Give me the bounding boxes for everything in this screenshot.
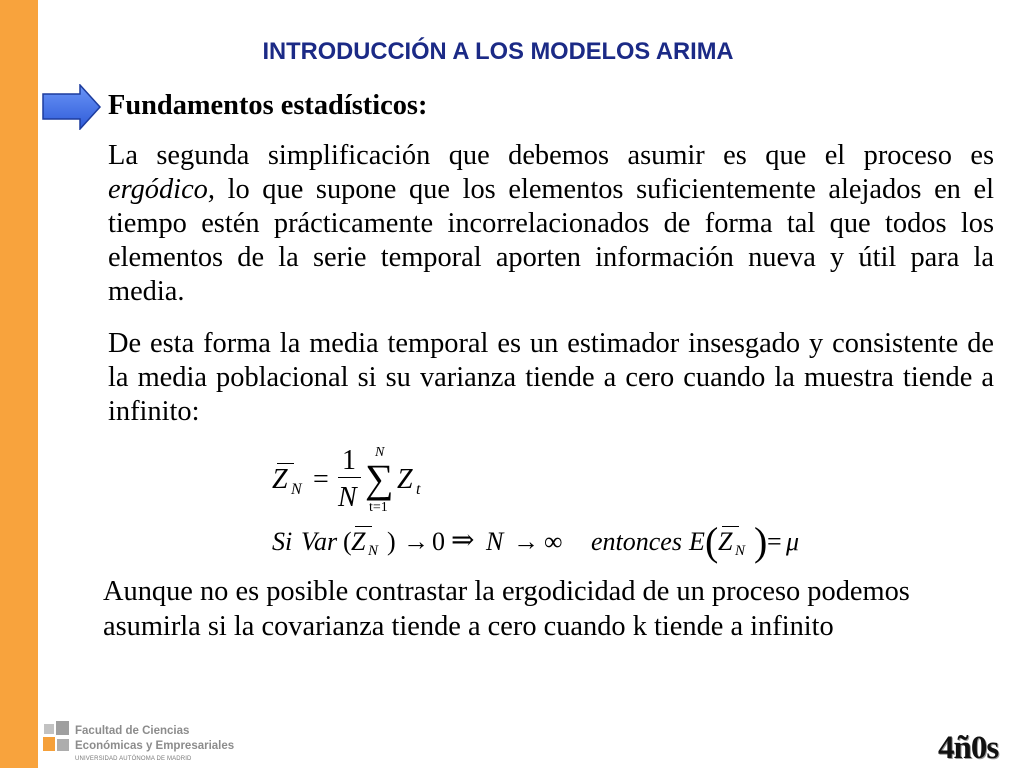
faculty-name-line2: Económicas y Empresariales bbox=[75, 740, 235, 752]
paragraph-line-text: De esta forma la media temporal es un estimador insesgado y consistente de bbox=[108, 328, 994, 359]
formula-subscript: N bbox=[291, 481, 302, 498]
paragraph-line-text: asumirla si la covarianza tiende a cero cuando k tiende a infinito bbox=[103, 611, 834, 642]
emphasis-text: ergódico, bbox=[108, 174, 215, 205]
paragraph-line bbox=[108, 207, 994, 241]
paragraph-line bbox=[108, 395, 994, 429]
sum-lower-limit: t=1 bbox=[369, 500, 388, 515]
paragraph-line-text: Aunque no es posible contrastar la ergodicidad de un proceso podemos bbox=[103, 576, 910, 607]
formula-subscript: t bbox=[416, 481, 421, 498]
overbar bbox=[277, 463, 294, 464]
paragraph-line bbox=[108, 327, 994, 361]
formula-paren: ( bbox=[705, 519, 719, 564]
formula-word: Si bbox=[272, 527, 293, 556]
paragraph-line-text: lo que supone que los elementos suficientemente alejados en el bbox=[227, 174, 994, 205]
sidebar-accent-bar bbox=[0, 0, 38, 768]
formula-variable: Z bbox=[718, 527, 733, 556]
fraction-bar bbox=[338, 477, 361, 478]
paragraph-temporal-mean bbox=[108, 327, 994, 429]
formula-paren: ) bbox=[754, 519, 768, 564]
paragraph-covariance bbox=[103, 574, 1003, 644]
formula-implies: ⇒ bbox=[451, 525, 475, 556]
paragraph-line bbox=[108, 241, 994, 275]
paragraph-line-text: infinito: bbox=[108, 396, 200, 427]
paragraph-line bbox=[108, 173, 994, 207]
formula-number: 0 bbox=[432, 527, 445, 556]
formula-word: entonces bbox=[591, 527, 682, 556]
formula-operator-var: Var bbox=[301, 527, 338, 556]
paragraph-line bbox=[108, 139, 994, 173]
university-name: UNIVERSIDAD AUTÓNOMA DE MADRID bbox=[75, 756, 192, 762]
fraction-numerator: 1 bbox=[342, 445, 356, 476]
paragraph-line-text: elementos de la serie temporal aporten información nueva y útil para la bbox=[108, 242, 994, 273]
paragraph-line bbox=[108, 361, 994, 395]
formula-mu: μ bbox=[786, 527, 800, 556]
formula-arrow: → bbox=[513, 527, 539, 556]
formula-arrow: → bbox=[403, 527, 429, 556]
corner-mark: 4ñ0s bbox=[938, 730, 999, 766]
summation-symbol: ∑ bbox=[365, 456, 394, 501]
paragraph-line-text: La segunda simplificación que debemos asumir es que el proceso es bbox=[108, 140, 994, 171]
paragraph-line-text: la media poblacional si su varianza tiende a cero cuando la muestra tiende a bbox=[108, 362, 994, 393]
paragraph-line bbox=[108, 275, 994, 309]
formula-equals: = bbox=[767, 527, 782, 556]
paragraph-line bbox=[103, 609, 1003, 644]
formula-paren: ( bbox=[343, 527, 352, 556]
paragraph-line-text: tiempo estén prácticamente incorrelacionados de forma tal que todos los bbox=[108, 208, 994, 239]
section-heading: Fundamentos estadísticos: bbox=[108, 90, 428, 121]
paragraph-ergodicity bbox=[108, 139, 994, 309]
slide-title: INTRODUCCIÓN A LOS MODELOS ARIMA bbox=[262, 39, 734, 65]
sum-upper-limit: N bbox=[375, 445, 385, 460]
fraction-denominator: N bbox=[338, 482, 357, 513]
faculty-logo-icon bbox=[41, 719, 71, 757]
arrow-right-icon bbox=[42, 84, 102, 130]
formula-variable: Z bbox=[272, 464, 288, 495]
formula-equals: = bbox=[313, 464, 329, 495]
formula-variable: N bbox=[486, 527, 504, 556]
formula-subscript: N bbox=[368, 543, 379, 559]
formula-paren: ) bbox=[387, 527, 396, 556]
paragraph-line-text: media. bbox=[108, 276, 185, 307]
overbar bbox=[355, 526, 372, 527]
overbar bbox=[722, 526, 739, 527]
faculty-name-line1: Facultad de Ciencias bbox=[75, 725, 190, 737]
formula-expectation: E bbox=[689, 527, 705, 556]
formula-variable: Z bbox=[351, 527, 366, 556]
paragraph-line bbox=[103, 574, 1003, 609]
formula-subscript: N bbox=[735, 543, 746, 559]
formula-infinity: ∞ bbox=[544, 527, 563, 556]
formula-variable: Z bbox=[397, 464, 413, 495]
